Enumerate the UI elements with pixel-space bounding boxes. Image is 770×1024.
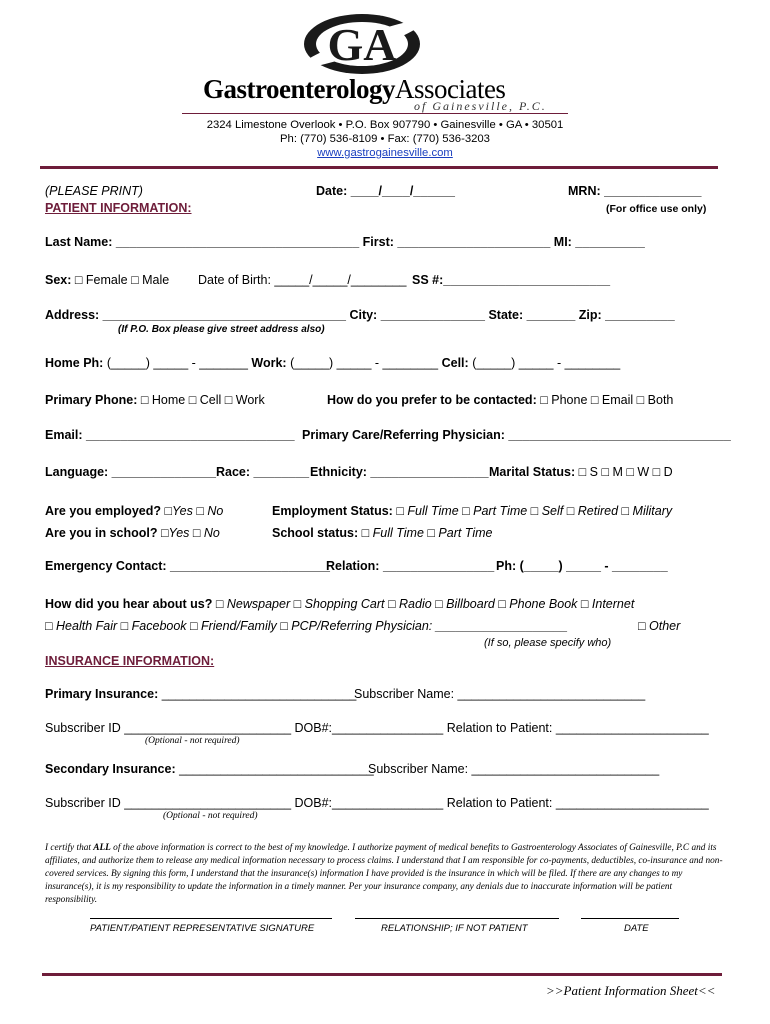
phone-row xyxy=(45,356,620,370)
name-fields[interactable]: Last Name: ___________________________________ First: ______________________ MI: __________ xyxy=(45,235,645,249)
school-label: Are you in school? xyxy=(45,526,158,540)
employed-label: Are you employed? xyxy=(45,504,161,518)
relation-field[interactable]: Relation: ________________ xyxy=(326,559,495,573)
header-divider xyxy=(40,166,718,169)
cert-text-all: ALL xyxy=(93,843,111,853)
date-field[interactable]: Date: ____/____/______ xyxy=(316,184,456,198)
relationship-line[interactable] xyxy=(355,918,559,919)
primary-insurance-row xyxy=(45,687,356,701)
hear-row-1 xyxy=(45,597,634,611)
language-field[interactable]: Language: _______________ xyxy=(45,465,216,479)
marital-row xyxy=(489,465,673,479)
ethnicity-field[interactable]: Ethnicity: _________________ xyxy=(310,465,489,479)
cert-text-start: I certify that xyxy=(45,843,94,853)
sex-label: Sex: xyxy=(45,273,72,287)
logo-text: GA xyxy=(327,19,397,70)
date-line[interactable] xyxy=(581,918,679,919)
primary-phone-options[interactable]: □ Home □ Cell □ Work xyxy=(140,393,265,407)
please-print-note: (PLEASE PRINT) xyxy=(45,184,143,198)
employed-row xyxy=(45,504,223,518)
company-phone-fax: Ph: (770) 536-8109 • Fax: (770) 536-3203 xyxy=(280,133,490,145)
secondary-insurance-label: Secondary Insurance: xyxy=(45,762,176,776)
office-use-note: (For office use only) xyxy=(606,203,707,215)
signature-label: PATIENT/PATIENT REPRESENTATIVE SIGNATURE xyxy=(90,923,315,934)
company-name-main: Gastroenterology xyxy=(203,74,395,104)
po-box-note: (If P.O. Box please give street address also) xyxy=(118,324,325,335)
school-row xyxy=(45,526,220,540)
optional-note-1: (Optional - not required) xyxy=(145,736,240,746)
sex-options[interactable]: □ Female □ Male xyxy=(74,273,170,287)
primary-phone-label: Primary Phone: xyxy=(45,393,138,407)
contact-pref-label: How do you prefer to be contacted: xyxy=(327,393,537,407)
hear-options-2[interactable]: □ Health Fair □ Facebook □ Friend/Family □ PCP/Referring Physician: ___________________ xyxy=(45,619,568,633)
contact-pref-row xyxy=(327,393,673,407)
dob-field[interactable]: Date of Birth: _____/_____/________ xyxy=(198,273,407,287)
subscriber-name-2-field[interactable]: Subscriber Name: ___________________________ xyxy=(368,762,660,776)
company-logo xyxy=(292,10,432,80)
cert-text-rest: of the above information is correct to the best of my knowledge. I authorize payment of medical benefits to Gastroenterology Associates of Gainesville, P.C and its affiliates, and authorize them to release any medical information necessary to process claims. I understand that I am responsible for co-payments, deductibles, co-insurance and non-covered services. By signing this form, I understand that the insurance(s) information I have provided is the insurance in which will be filed. If there are any changes to my insurance(s), it is my responsibility to update the information in a timely manner. Per your insurance company, any denials due to inaccurate information will be patient responsibility. xyxy=(45,843,723,905)
footer-sheet-label: >>Patient Information Sheet<< xyxy=(546,983,716,998)
ss-field[interactable]: SS #:________________________ xyxy=(412,273,611,287)
footer-divider xyxy=(42,973,722,976)
cell-phone-field[interactable]: (_____) _____ - ________ xyxy=(472,356,621,370)
employment-status-label: Employment Status: xyxy=(272,504,393,518)
home-phone-field[interactable]: (_____) _____ - _______ xyxy=(106,356,248,370)
marital-options[interactable]: □ S □ M □ W □ D xyxy=(578,465,673,479)
address-fields[interactable]: Address: ___________________________________ City: _______________ State: _______ Zip: __________ xyxy=(45,308,675,322)
employed-options[interactable]: □Yes □ No xyxy=(164,504,224,518)
subscriber-id-2-row[interactable]: Subscriber ID ________________________ DOB#:________________ Relation to Patient: ______________________ xyxy=(45,796,709,810)
company-address: 2324 Limestone Overlook • P.O. Box 907790 • Gainesville • GA • 30501 xyxy=(206,119,564,131)
certification-statement xyxy=(45,842,725,907)
school-status-row xyxy=(272,526,492,540)
emergency-contact-field[interactable]: Emergency Contact: _______________________ xyxy=(45,559,330,573)
optional-note-2: (Optional - not required) xyxy=(163,811,258,821)
email-field[interactable]: Email: ______________________________ xyxy=(45,428,295,442)
patient-info-heading: PATIENT INFORMATION: xyxy=(45,201,192,215)
employment-status-options[interactable]: □ Full Time □ Part Time □ Self □ Retired □ Military xyxy=(396,504,673,518)
mrn-field[interactable]: MRN: ______________ xyxy=(568,184,702,198)
secondary-insurance-row xyxy=(45,762,374,776)
secondary-insurance-field[interactable]: ____________________________ xyxy=(179,762,374,776)
company-subtitle: of Gainesville, P.C. xyxy=(414,99,547,113)
work-phone-label: Work: xyxy=(251,356,287,370)
website-link[interactable]: www.gastrogainesville.com xyxy=(317,147,453,159)
emergency-phone-field[interactable]: Ph: (_____) _____ - ________ xyxy=(496,559,668,573)
race-field[interactable]: Race: ________ xyxy=(216,465,310,479)
signature-line[interactable] xyxy=(90,918,332,919)
marital-label: Marital Status: xyxy=(489,465,576,479)
school-status-options[interactable]: □ Full Time □ Part Time xyxy=(361,526,493,540)
school-status-label: School status: xyxy=(272,526,359,540)
work-phone-field[interactable]: (_____) _____ - ________ xyxy=(290,356,439,370)
specify-note: (If so, please specify who) xyxy=(484,637,612,649)
company-name-associates: Associates xyxy=(394,74,506,104)
primary-phone-row xyxy=(45,393,265,407)
subscriber-id-1-row[interactable]: Subscriber ID ________________________ DOB#:________________ Relation to Patient: ______________________ xyxy=(45,721,709,735)
employment-status-row xyxy=(272,504,672,518)
school-options[interactable]: □Yes □ No xyxy=(161,526,220,540)
hear-label: How did you hear about us? xyxy=(45,597,213,611)
date-label: DATE xyxy=(624,923,649,934)
relationship-label: RELATIONSHIP; IF NOT PATIENT xyxy=(381,923,528,934)
hear-other-option[interactable]: □ Other xyxy=(638,619,681,633)
home-phone-label: Home Ph: xyxy=(45,356,104,370)
sex-row xyxy=(45,273,169,287)
insurance-info-heading: INSURANCE INFORMATION: xyxy=(45,654,215,668)
cell-phone-label: Cell: xyxy=(441,356,469,370)
physician-field[interactable]: Primary Care/Referring Physician: ________________________________ xyxy=(302,428,731,442)
primary-insurance-label: Primary Insurance: xyxy=(45,687,159,701)
hear-options-1[interactable]: □ Newspaper □ Shopping Cart □ Radio □ Billboard □ Phone Book □ Internet xyxy=(215,597,635,611)
contact-pref-options[interactable]: □ Phone □ Email □ Both xyxy=(540,393,674,407)
subscriber-name-1-field[interactable]: Subscriber Name: ___________________________ xyxy=(354,687,646,701)
primary-insurance-field[interactable]: ____________________________ xyxy=(161,687,357,701)
